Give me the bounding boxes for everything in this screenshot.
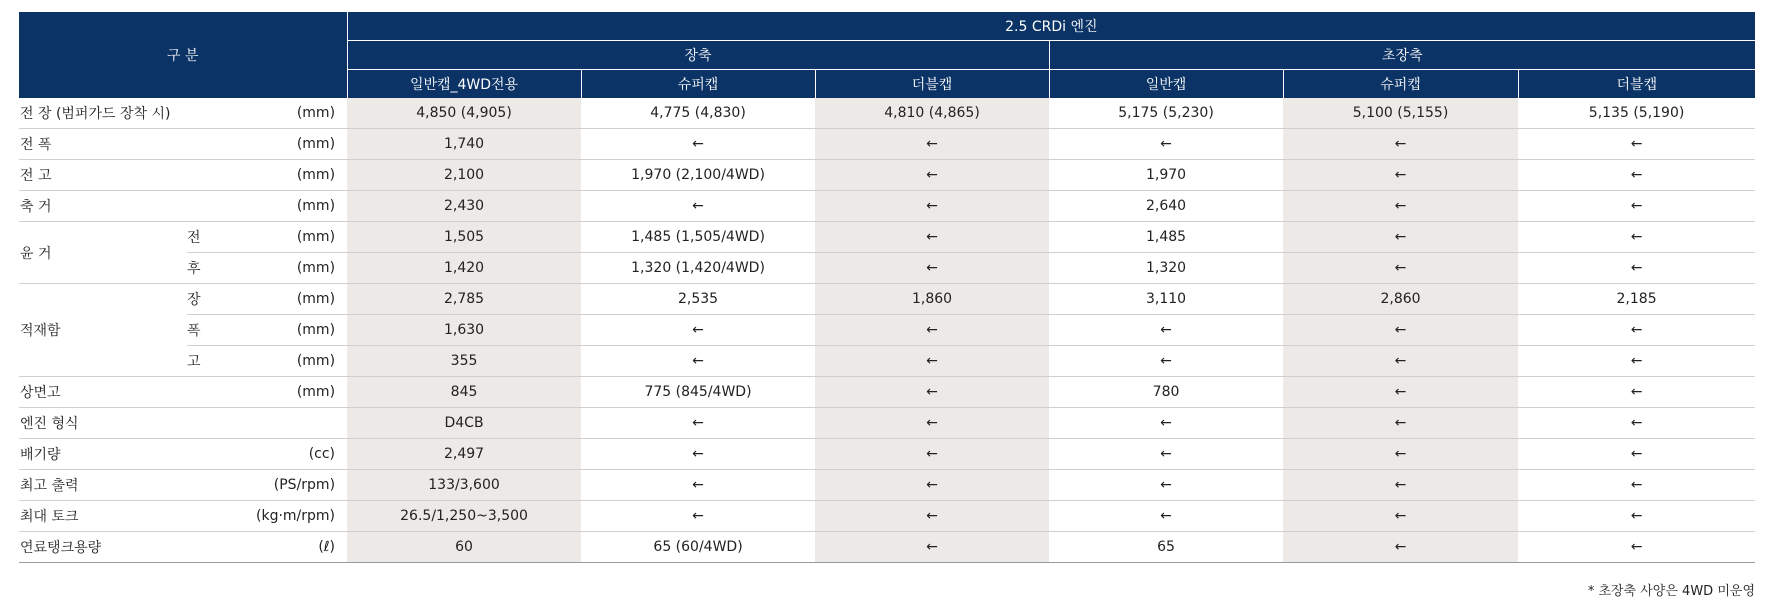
value-cell: ← bbox=[815, 346, 1049, 377]
table-row bbox=[19, 532, 1755, 563]
value-cell: ← bbox=[581, 439, 815, 470]
header-column: 더블캡 bbox=[1518, 70, 1755, 99]
value-cell: ← bbox=[1518, 191, 1755, 222]
value-cell: ← bbox=[581, 346, 815, 377]
row-unit: (mm) bbox=[247, 222, 347, 253]
value-cell: ← bbox=[815, 532, 1049, 563]
value-cell: ← bbox=[581, 191, 815, 222]
header-column: 더블캡 bbox=[815, 70, 1049, 99]
value-cell: ← bbox=[1283, 129, 1518, 160]
table-row bbox=[19, 253, 1755, 284]
value-cell: 1,970 (2,100/4WD) bbox=[581, 160, 815, 191]
value-cell: ← bbox=[581, 408, 815, 439]
row-unit bbox=[247, 408, 347, 439]
table-row bbox=[19, 191, 1755, 222]
row-unit: (mm) bbox=[247, 284, 347, 315]
row-unit: (PS/rpm) bbox=[247, 470, 347, 501]
value-cell: ← bbox=[1049, 501, 1283, 532]
row-sub-label: 폭 bbox=[187, 315, 247, 346]
value-cell: 3,110 bbox=[1049, 284, 1283, 315]
value-cell: 1,485 (1,505/4WD) bbox=[581, 222, 815, 253]
table-row bbox=[19, 470, 1755, 501]
value-cell: ← bbox=[1283, 470, 1518, 501]
row-label: 전 고 bbox=[19, 160, 247, 191]
header-group-extra-long: 초장축 bbox=[1049, 41, 1755, 70]
header-column: 일반캡_4WD전용 bbox=[347, 70, 581, 99]
value-cell: 26.5/1,250~3,500 bbox=[347, 501, 581, 532]
row-unit: (mm) bbox=[247, 160, 347, 191]
value-cell: 355 bbox=[347, 346, 581, 377]
value-cell: ← bbox=[815, 191, 1049, 222]
row-unit: (cc) bbox=[247, 439, 347, 470]
row-unit: (mm) bbox=[247, 191, 347, 222]
table-row bbox=[19, 346, 1755, 377]
row-label: 연료탱크용량 bbox=[19, 532, 247, 563]
value-cell: ← bbox=[1283, 439, 1518, 470]
value-cell: 2,497 bbox=[347, 439, 581, 470]
value-cell: ← bbox=[1283, 408, 1518, 439]
row-label: 전 장 (범퍼가드 장착 시) bbox=[19, 98, 247, 129]
value-cell: ← bbox=[815, 377, 1049, 408]
value-cell: ← bbox=[1518, 315, 1755, 346]
header-column: 슈퍼캡 bbox=[581, 70, 815, 99]
table-row bbox=[19, 501, 1755, 532]
table-row bbox=[19, 377, 1755, 408]
value-cell: ← bbox=[815, 501, 1049, 532]
row-label: 최고 출력 bbox=[19, 470, 247, 501]
value-cell: ← bbox=[1518, 346, 1755, 377]
value-cell: ← bbox=[815, 160, 1049, 191]
row-sub-label: 후 bbox=[187, 253, 247, 284]
value-cell: ← bbox=[1283, 160, 1518, 191]
value-cell: ← bbox=[815, 439, 1049, 470]
value-cell: ← bbox=[581, 501, 815, 532]
row-sub-label: 고 bbox=[187, 346, 247, 377]
value-cell: 2,640 bbox=[1049, 191, 1283, 222]
table-row bbox=[19, 284, 1755, 315]
row-unit: (ℓ) bbox=[247, 532, 347, 563]
value-cell: ← bbox=[1049, 439, 1283, 470]
table-row bbox=[19, 222, 1755, 253]
value-cell: ← bbox=[1518, 439, 1755, 470]
spec-table-container bbox=[19, 12, 1755, 563]
value-cell: ← bbox=[1518, 253, 1755, 284]
value-cell: ← bbox=[815, 315, 1049, 346]
value-cell: ← bbox=[1049, 315, 1283, 346]
value-cell: 65 (60/4WD) bbox=[581, 532, 815, 563]
value-cell: ← bbox=[1283, 191, 1518, 222]
row-unit: (mm) bbox=[247, 377, 347, 408]
table-row bbox=[19, 129, 1755, 160]
value-cell: ← bbox=[1283, 222, 1518, 253]
header-gubun: 구 분 bbox=[19, 12, 347, 98]
table-row bbox=[19, 98, 1755, 129]
footnote: * 초장축 사양은 4WD 미운영 bbox=[1587, 584, 1755, 599]
row-sub-label: 장 bbox=[187, 284, 247, 315]
row-label: 상면고 bbox=[19, 377, 247, 408]
value-cell: 2,860 bbox=[1283, 284, 1518, 315]
value-cell: ← bbox=[815, 408, 1049, 439]
row-label: 배기량 bbox=[19, 439, 247, 470]
value-cell: ← bbox=[1049, 129, 1283, 160]
header-column: 일반캡 bbox=[1049, 70, 1283, 99]
value-cell: ← bbox=[1049, 470, 1283, 501]
value-cell: 1,860 bbox=[815, 284, 1049, 315]
header-group-long: 장축 bbox=[347, 41, 1049, 70]
value-cell: ← bbox=[581, 470, 815, 501]
value-cell: ← bbox=[1518, 501, 1755, 532]
value-cell: 5,175 (5,230) bbox=[1049, 98, 1283, 129]
value-cell: 1,970 bbox=[1049, 160, 1283, 191]
table-row bbox=[19, 439, 1755, 470]
value-cell: 845 bbox=[347, 377, 581, 408]
value-cell: ← bbox=[815, 222, 1049, 253]
table-row bbox=[19, 160, 1755, 191]
value-cell: ← bbox=[1518, 408, 1755, 439]
row-label: 축 거 bbox=[19, 191, 247, 222]
value-cell: ← bbox=[1518, 470, 1755, 501]
value-cell: ← bbox=[1518, 222, 1755, 253]
value-cell: 5,135 (5,190) bbox=[1518, 98, 1755, 129]
value-cell: 5,100 (5,155) bbox=[1283, 98, 1518, 129]
spec-table bbox=[19, 12, 1755, 563]
value-cell: ← bbox=[1283, 377, 1518, 408]
value-cell: 780 bbox=[1049, 377, 1283, 408]
table-row bbox=[19, 315, 1755, 346]
table-body bbox=[19, 98, 1755, 563]
row-label: 최대 토크 bbox=[19, 501, 247, 532]
value-cell: ← bbox=[1283, 253, 1518, 284]
value-cell: ← bbox=[1283, 501, 1518, 532]
value-cell: 4,850 (4,905) bbox=[347, 98, 581, 129]
value-cell: ← bbox=[581, 129, 815, 160]
value-cell: ← bbox=[815, 129, 1049, 160]
value-cell: ← bbox=[1049, 346, 1283, 377]
value-cell: ← bbox=[1518, 160, 1755, 191]
value-cell: ← bbox=[1283, 346, 1518, 377]
value-cell: ← bbox=[815, 253, 1049, 284]
value-cell: ← bbox=[1518, 129, 1755, 160]
row-unit: (mm) bbox=[247, 315, 347, 346]
value-cell: 2,430 bbox=[347, 191, 581, 222]
value-cell: 2,785 bbox=[347, 284, 581, 315]
row-unit: (kg·m/rpm) bbox=[247, 501, 347, 532]
row-unit: (mm) bbox=[247, 253, 347, 284]
header-column: 슈퍼캡 bbox=[1283, 70, 1518, 99]
value-cell: 775 (845/4WD) bbox=[581, 377, 815, 408]
value-cell: ← bbox=[1518, 377, 1755, 408]
row-group-label: 윤 거 bbox=[19, 222, 187, 284]
value-cell: 1,740 bbox=[347, 129, 581, 160]
value-cell: 2,185 bbox=[1518, 284, 1755, 315]
value-cell: 1,485 bbox=[1049, 222, 1283, 253]
value-cell: ← bbox=[1049, 408, 1283, 439]
value-cell: 60 bbox=[347, 532, 581, 563]
value-cell: 1,320 bbox=[1049, 253, 1283, 284]
row-label: 엔진 형식 bbox=[19, 408, 247, 439]
value-cell: ← bbox=[1283, 532, 1518, 563]
value-cell: 1,420 bbox=[347, 253, 581, 284]
value-cell: 1,505 bbox=[347, 222, 581, 253]
row-group-label: 적재함 bbox=[19, 284, 187, 377]
row-unit: (mm) bbox=[247, 98, 347, 129]
table-row bbox=[19, 408, 1755, 439]
value-cell: ← bbox=[1283, 315, 1518, 346]
value-cell: 2,100 bbox=[347, 160, 581, 191]
value-cell: 133/3,600 bbox=[347, 470, 581, 501]
value-cell: ← bbox=[581, 315, 815, 346]
row-label: 전 폭 bbox=[19, 129, 247, 160]
row-unit: (mm) bbox=[247, 346, 347, 377]
value-cell: 1,320 (1,420/4WD) bbox=[581, 253, 815, 284]
value-cell: 1,630 bbox=[347, 315, 581, 346]
value-cell: 65 bbox=[1049, 532, 1283, 563]
row-sub-label: 전 bbox=[187, 222, 247, 253]
header-engine: 2.5 CRDi 엔진 bbox=[347, 12, 1755, 41]
table-header bbox=[19, 12, 1755, 98]
value-cell: 4,775 (4,830) bbox=[581, 98, 815, 129]
value-cell: 2,535 bbox=[581, 284, 815, 315]
value-cell: ← bbox=[1518, 532, 1755, 563]
value-cell: 4,810 (4,865) bbox=[815, 98, 1049, 129]
value-cell: ← bbox=[815, 470, 1049, 501]
row-unit: (mm) bbox=[247, 129, 347, 160]
value-cell: D4CB bbox=[347, 408, 581, 439]
